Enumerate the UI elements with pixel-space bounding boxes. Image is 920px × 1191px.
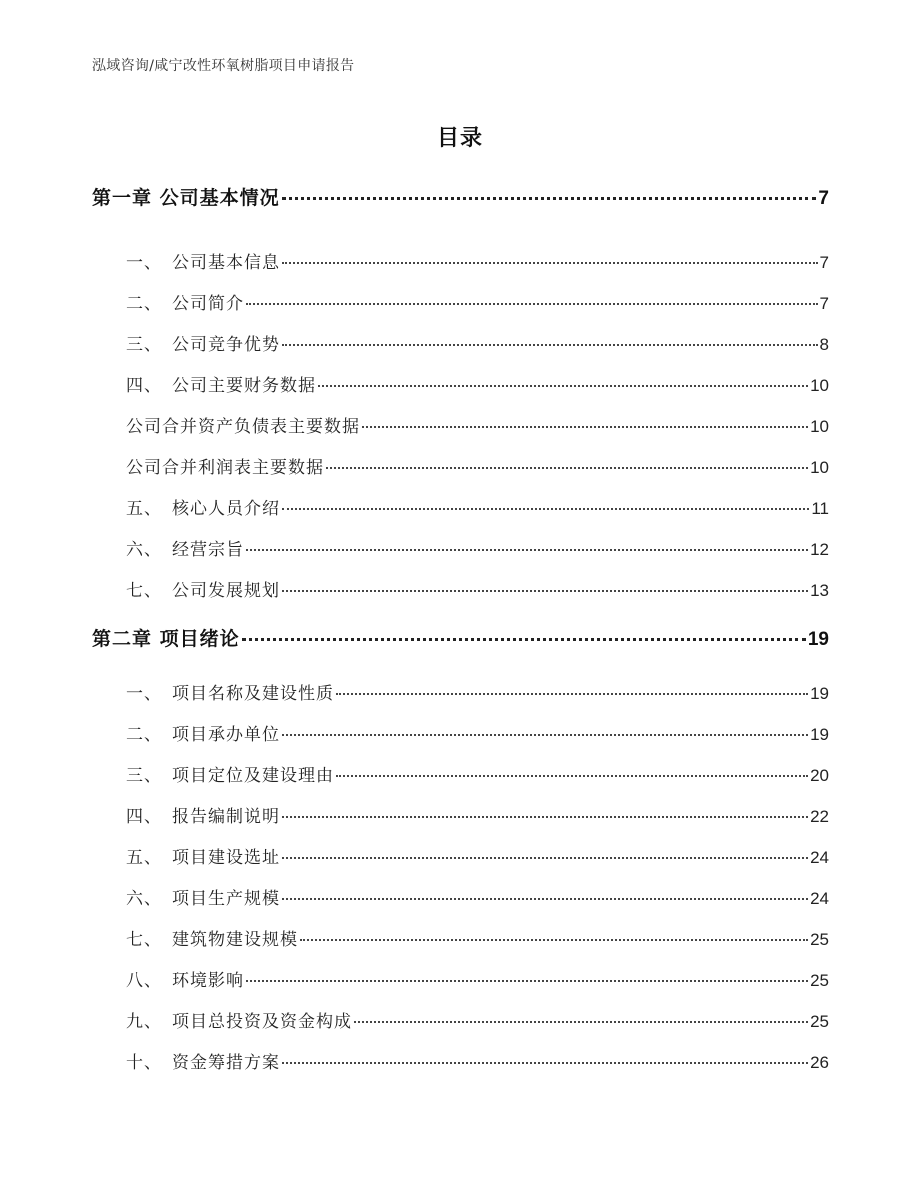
toc-entry-label <box>92 624 240 651</box>
toc-page-number: 12 <box>810 540 829 559</box>
toc-entry-number: 二、 <box>126 294 162 314</box>
toc-dot-leader <box>282 1062 808 1064</box>
toc-entry-number: 三、 <box>126 766 162 786</box>
toc-page-number: 19 <box>810 725 829 744</box>
toc-section-entry[interactable] <box>126 925 829 950</box>
toc-entry-text: 项目建设选址 <box>172 848 280 868</box>
toc-entry-number: 二、 <box>126 725 162 745</box>
toc-entry-label <box>126 884 280 909</box>
toc-page-number: 25 <box>810 930 829 949</box>
toc-entry-number: 一、 <box>126 253 162 273</box>
toc-entry-text: 公司合并利润表主要数据 <box>126 458 324 478</box>
toc-dot-leader <box>282 898 808 900</box>
toc-entry-number: 七、 <box>126 930 162 950</box>
toc-page-number: 24 <box>810 889 829 908</box>
toc-section-entry[interactable] <box>126 843 829 868</box>
toc-entry-label <box>126 843 280 868</box>
toc-section-entry[interactable] <box>126 330 829 355</box>
toc-page-number: 26 <box>810 1053 829 1072</box>
toc-section-entry[interactable] <box>126 494 829 519</box>
toc-entry-number: 六、 <box>126 540 162 560</box>
toc-section-entry[interactable] <box>126 802 829 827</box>
toc-entry-label <box>126 802 280 827</box>
toc-dot-leader <box>282 734 808 736</box>
toc-section-entry[interactable] <box>126 248 829 273</box>
toc-entry-label <box>126 535 244 560</box>
toc-entry-label <box>126 966 244 991</box>
toc-entry-label <box>126 248 280 273</box>
toc-page-number: 10 <box>810 458 829 477</box>
toc-entry-number: 一、 <box>126 684 162 704</box>
toc-section-entry[interactable] <box>126 761 829 786</box>
toc-section-entry[interactable] <box>126 1007 829 1032</box>
toc-section-entry[interactable] <box>126 371 829 396</box>
toc-entry-label <box>126 494 280 519</box>
toc-dot-leader <box>282 197 817 200</box>
toc-dot-leader <box>246 549 808 551</box>
toc-entry-number: 九、 <box>126 1012 162 1032</box>
toc-section-entry[interactable] <box>126 720 829 745</box>
toc-entry-text: 公司发展规划 <box>172 581 280 601</box>
toc-entry-label <box>126 720 280 745</box>
toc-dot-leader <box>300 939 808 941</box>
toc-section-entry[interactable] <box>126 884 829 909</box>
toc-dot-leader <box>282 262 818 264</box>
toc-entry-text: 项目定位及建设理由 <box>172 766 334 786</box>
toc-page-number: 24 <box>810 848 829 867</box>
toc-page-number: 7 <box>819 294 829 313</box>
toc-entry-label <box>126 679 334 704</box>
toc-section-entry[interactable] <box>126 1048 829 1073</box>
toc-dot-leader <box>282 508 809 510</box>
toc-section-entry[interactable] <box>126 453 829 478</box>
toc-section-entry[interactable] <box>126 289 829 314</box>
toc-entry-number: 七、 <box>126 581 162 601</box>
toc-dot-leader <box>246 303 818 305</box>
toc-dot-leader <box>362 426 808 428</box>
toc-entry-text: 环境影响 <box>172 971 244 991</box>
toc-entry-label <box>126 453 324 478</box>
toc-section-entry[interactable] <box>126 412 829 437</box>
toc-section-entry[interactable] <box>126 535 829 560</box>
toc-page-number: 10 <box>810 376 829 395</box>
toc-entry-text: 经营宗旨 <box>172 540 244 560</box>
toc-page-number: 8 <box>819 335 829 354</box>
toc-page-number: 10 <box>810 417 829 436</box>
toc-page-number: 11 <box>811 499 829 518</box>
toc-chapter-entry[interactable] <box>92 624 829 651</box>
toc-entry-label <box>126 289 244 314</box>
toc-dot-leader <box>326 467 808 469</box>
toc-entry-number: 五、 <box>126 848 162 868</box>
toc-entry-text: 公司简介 <box>172 294 244 314</box>
toc-entry-label <box>126 1048 280 1073</box>
toc-dot-leader <box>354 1021 808 1023</box>
toc-entry-number: 四、 <box>126 376 162 396</box>
toc-page-number: 25 <box>810 1012 829 1031</box>
toc-dot-leader <box>336 775 808 777</box>
toc-chapter-entry[interactable] <box>92 183 829 210</box>
toc-page-number: 22 <box>810 807 829 826</box>
toc-dot-leader <box>242 638 806 641</box>
toc-page-number: 13 <box>810 581 829 600</box>
toc-entry-text: 建筑物建设规模 <box>172 930 298 950</box>
toc-entry-text: 公司竞争优势 <box>172 335 280 355</box>
toc-entry-text: 公司主要财务数据 <box>172 376 316 396</box>
toc-entry-label <box>126 412 360 437</box>
toc-entry-text: 第二章 项目绪论 <box>92 628 240 650</box>
toc-dot-leader <box>318 385 808 387</box>
toc-entry-number: 六、 <box>126 889 162 909</box>
toc-entry-number: 五、 <box>126 499 162 519</box>
toc-page-number: 19 <box>807 629 829 650</box>
toc-entry-label <box>92 183 280 210</box>
toc-entry-label <box>126 371 316 396</box>
toc-entry-text: 核心人员介绍 <box>172 499 280 519</box>
toc-page-number: 25 <box>810 971 829 990</box>
toc-entry-text: 公司基本信息 <box>172 253 280 273</box>
toc-entry-label <box>126 1007 352 1032</box>
toc-dot-leader <box>336 693 808 695</box>
toc-dot-leader <box>282 857 808 859</box>
toc-entry-number: 八、 <box>126 971 162 991</box>
toc-section-entry[interactable] <box>126 966 829 991</box>
toc-section-entry[interactable] <box>126 576 829 601</box>
toc-dot-leader <box>282 344 818 346</box>
toc-entry-label <box>126 925 298 950</box>
toc-entry-text: 资金筹措方案 <box>172 1053 280 1073</box>
toc-page-number: 19 <box>810 684 829 703</box>
toc-entry-text: 项目总投资及资金构成 <box>172 1012 352 1032</box>
toc-page-number: 20 <box>810 766 829 785</box>
toc-dot-leader <box>282 590 808 592</box>
toc-entry-number: 十、 <box>126 1053 162 1073</box>
toc-title: 目录 <box>436 126 483 151</box>
running-header: 泓域咨询/咸宁改性环氧树脂项目申请报告 <box>92 58 355 74</box>
toc-dot-leader <box>246 980 808 982</box>
toc-page-number: 7 <box>819 253 829 272</box>
toc-entry-label <box>126 761 334 786</box>
toc-section-entry[interactable] <box>126 679 829 704</box>
toc-dot-leader <box>282 816 808 818</box>
toc-entry-text: 第一章 公司基本情况 <box>92 187 280 209</box>
toc-entry-text: 项目名称及建设性质 <box>172 684 334 704</box>
toc-entry-text: 公司合并资产负债表主要数据 <box>126 417 360 437</box>
toc-entry-label <box>126 330 280 355</box>
toc-entry-number: 三、 <box>126 335 162 355</box>
toc-entry-text: 项目生产规模 <box>172 889 280 909</box>
toc-entry-label <box>126 576 280 601</box>
toc-page-number: 7 <box>818 188 829 209</box>
toc-entry-text: 项目承办单位 <box>172 725 280 745</box>
toc-entry-text: 报告编制说明 <box>172 807 280 827</box>
toc-entry-number: 四、 <box>126 807 162 827</box>
